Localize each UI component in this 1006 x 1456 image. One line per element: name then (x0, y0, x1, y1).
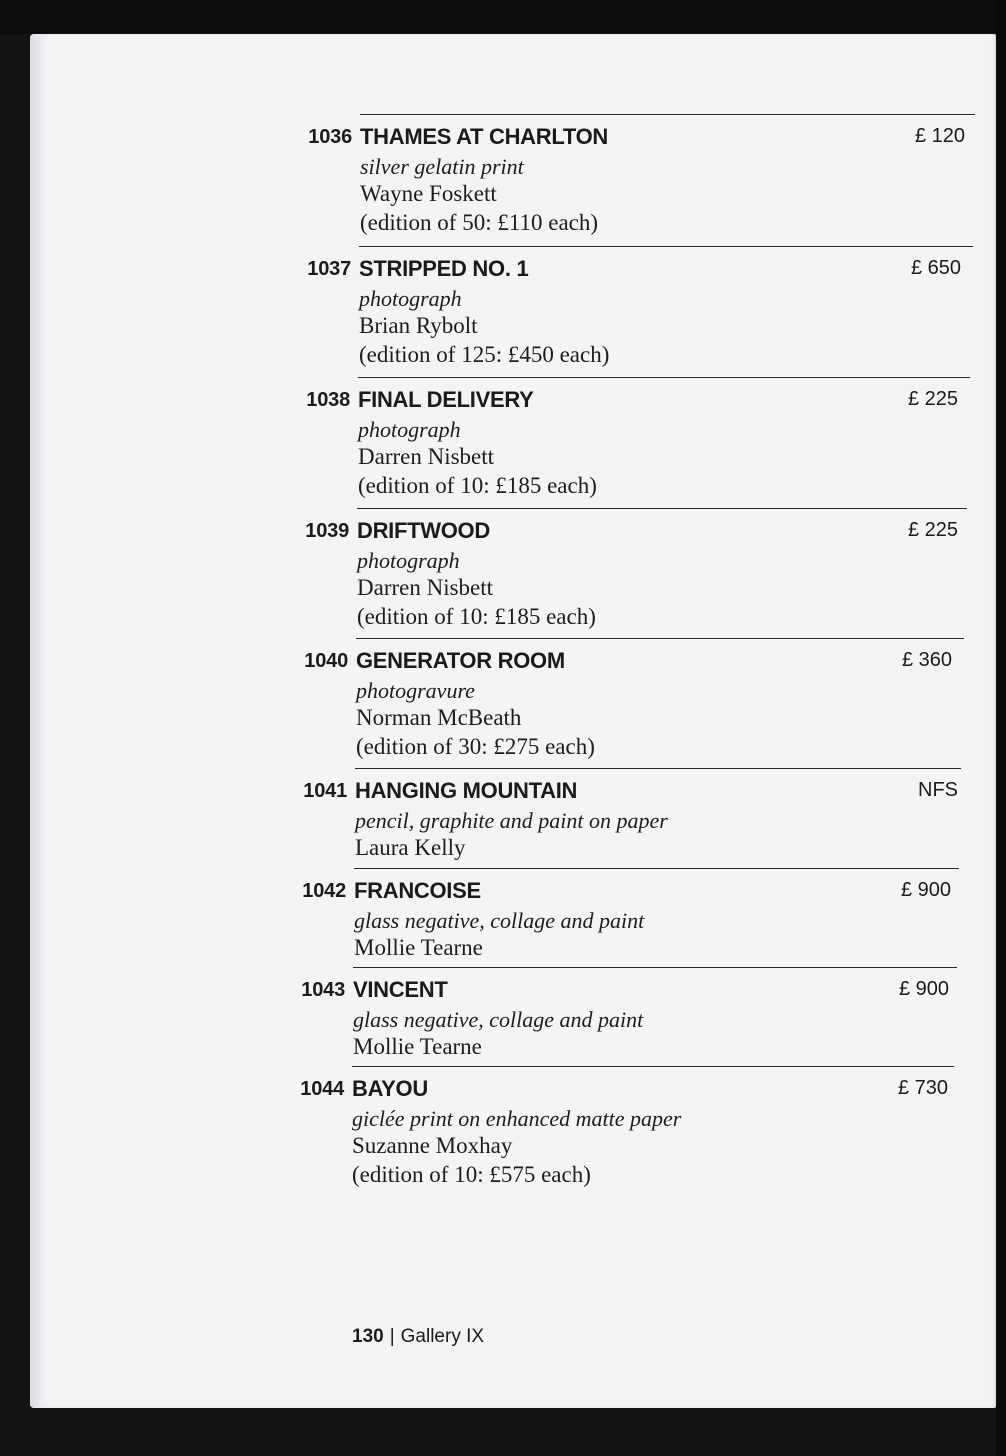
entry-number: 1043 (301, 979, 345, 1001)
entry-edition: (edition of 10: £185 each) (358, 473, 597, 498)
entry-divider (356, 638, 964, 639)
entry-number: 1036 (308, 126, 352, 148)
entry-artist: Wayne Foskett (360, 181, 497, 206)
entry-edition: (edition of 10: £185 each) (357, 604, 596, 629)
entry-number: 1039 (305, 520, 349, 542)
entry-edition: (edition of 30: £275 each) (356, 734, 595, 759)
entry-title: FRANCOISE (354, 878, 481, 903)
entry-artist: Laura Kelly (355, 835, 466, 860)
entry-number: 1041 (303, 780, 347, 802)
entry-artist: Mollie Tearne (353, 1034, 482, 1059)
section-name: Gallery IX (400, 1326, 485, 1347)
entry-title: VINCENT (353, 977, 448, 1002)
entry-medium: photograph (358, 417, 461, 442)
entry-medium: silver gelatin print (360, 154, 524, 179)
entry-number: 1042 (302, 880, 346, 902)
entry-edition: (edition of 50: £110 each) (360, 210, 599, 235)
entry-medium: glass negative, collage and paint (354, 908, 645, 933)
entry-title: BAYOU (352, 1076, 428, 1101)
entry-artist: Norman McBeath (356, 705, 522, 730)
entry-price: £ 360 (902, 649, 953, 671)
entry-title: THAMES AT CHARLTON (360, 124, 608, 149)
entry-title: STRIPPED NO. 1 (359, 256, 529, 281)
entry-price: £ 225 (908, 388, 959, 410)
entry-price: £ 900 (901, 879, 952, 901)
entry-title: FINAL DELIVERY (358, 387, 534, 412)
entry-title: DRIFTWOOD (357, 518, 490, 543)
entry-number: 1040 (304, 650, 348, 672)
entry-title: GENERATOR ROOM (356, 648, 565, 673)
entry-artist: Suzanne Moxhay (352, 1133, 513, 1158)
entry-divider (352, 1066, 954, 1067)
footer-separator: | (389, 1326, 395, 1347)
entry-price: £ 730 (898, 1077, 949, 1099)
entry-medium: photogravure (356, 678, 475, 703)
entry-divider (354, 868, 959, 869)
scan-background-right (996, 0, 1006, 1456)
entry-divider (357, 508, 967, 509)
entry-artist: Mollie Tearne (354, 935, 483, 960)
entry-price: £ 120 (915, 125, 966, 147)
entry-artist: Darren Nisbett (357, 575, 494, 600)
page-footer (352, 1326, 484, 1348)
entry-edition: (edition of 125: £450 each) (359, 342, 610, 367)
entry-price: NFS (918, 779, 958, 801)
entry-artist: Darren Nisbett (358, 444, 495, 469)
page-number: 130 (352, 1326, 384, 1347)
entry-divider (359, 246, 973, 247)
entry-medium: photograph (359, 286, 462, 311)
entry-price: £ 225 (908, 519, 959, 541)
entry-artist: Brian Rybolt (359, 313, 478, 338)
entry-medium: photograph (357, 548, 460, 573)
entry-number: 1037 (307, 258, 351, 280)
entry-divider (360, 114, 975, 115)
entry-divider (353, 967, 957, 968)
entry-medium: giclée print on enhanced matte paper (352, 1106, 682, 1131)
entry-medium: glass negative, collage and paint (353, 1007, 644, 1032)
scan-background-top (0, 0, 1006, 34)
entry-divider (355, 768, 961, 769)
entry-title: HANGING MOUNTAIN (355, 778, 578, 803)
entry-price: £ 900 (899, 978, 950, 1000)
entry-number: 1044 (300, 1078, 344, 1100)
entry-number: 1038 (306, 389, 350, 411)
entry-edition: (edition of 10: £575 each) (352, 1162, 591, 1187)
page-edge (30, 34, 42, 1408)
entry-divider (358, 377, 970, 378)
entry-price: £ 650 (911, 257, 962, 279)
entry-medium: pencil, graphite and paint on paper (355, 808, 668, 833)
